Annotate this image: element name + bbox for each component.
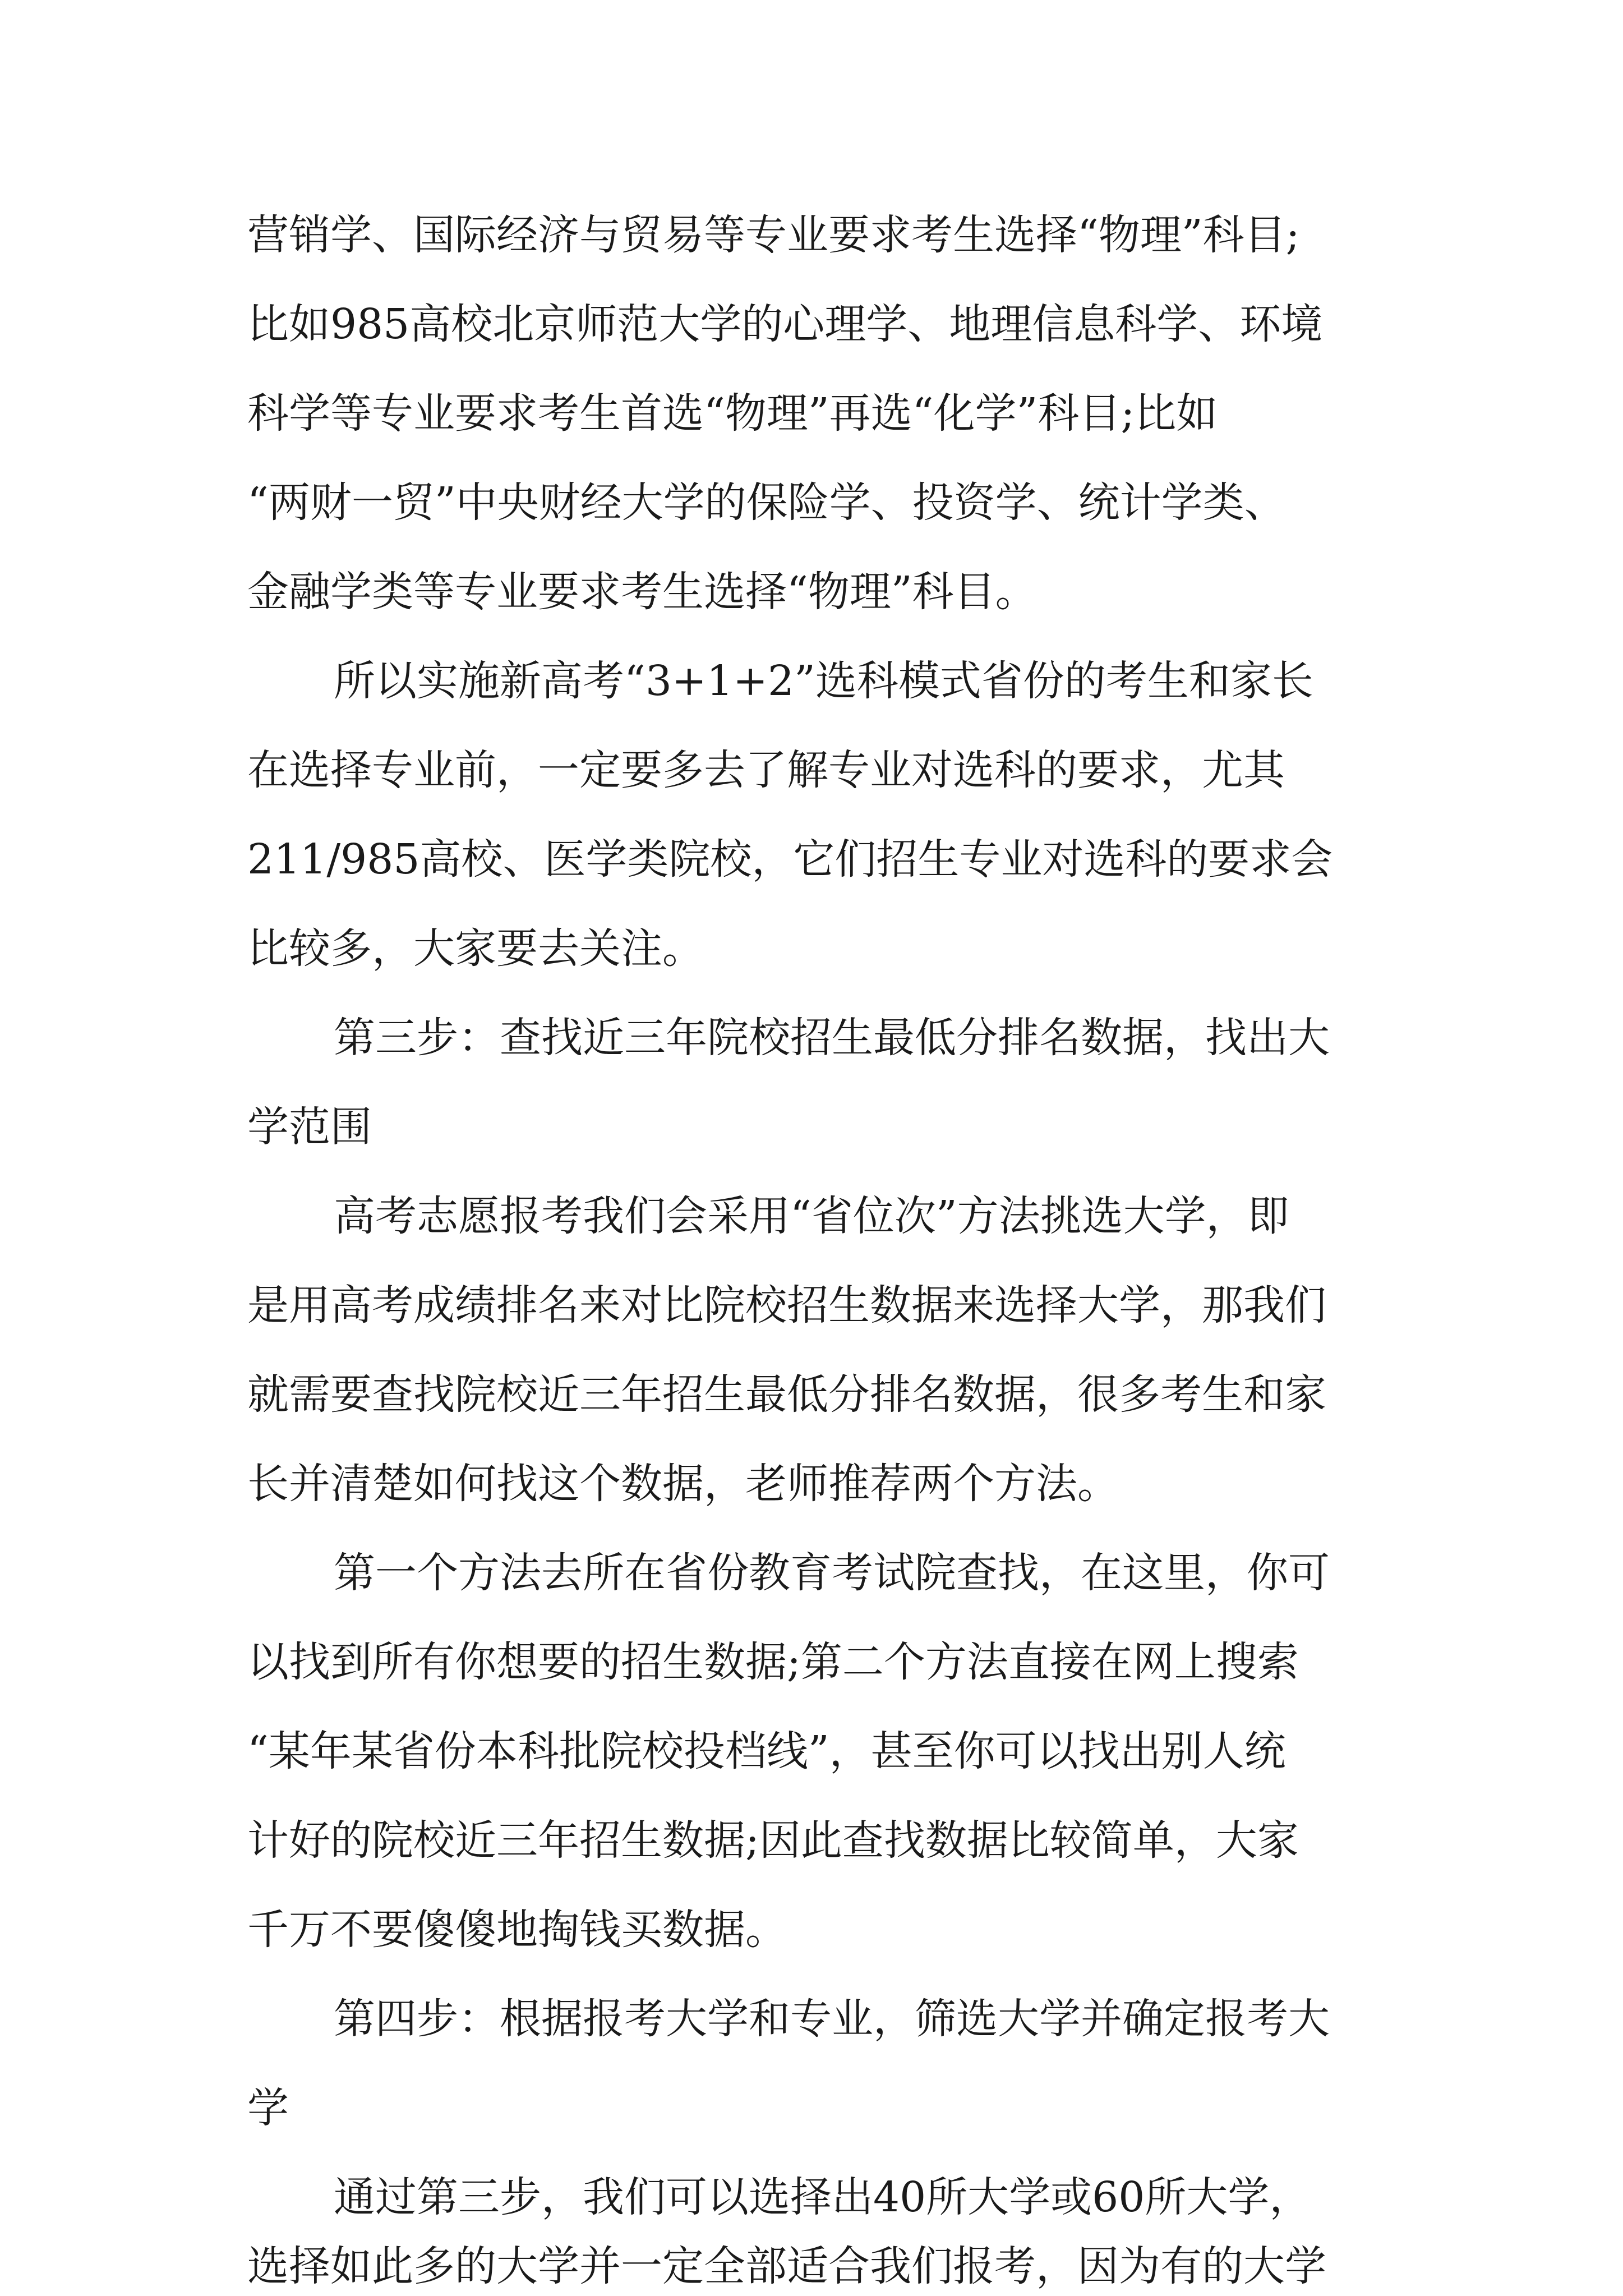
text-line: 第三步：查找近三年院校招生最低分排名数据，找出大 bbox=[334, 1014, 1330, 1062]
text-line: 在选择专业前，一定要多去了解专业对选科的要求，尤其 bbox=[247, 746, 1285, 794]
text-line: 是用高考成绩排名来对比院校招生数据来选择大学，那我们 bbox=[247, 1281, 1326, 1329]
text-line: 211/985高校、医学类院校，它们招生专业对选科的要求会 bbox=[247, 835, 1333, 884]
text-line: 学范围 bbox=[247, 1103, 372, 1151]
text-line: 长并清楚如何找这个数据，老师推荐两个方法。 bbox=[247, 1460, 1119, 1508]
text-line: 比较多，大家要去关注。 bbox=[247, 924, 704, 973]
text-line: 以找到所有你想要的招生数据;第二个方法直接在网上搜索 bbox=[247, 1638, 1299, 1686]
text-line: 金融学类等专业要求考生选择“物理”科目。 bbox=[247, 568, 1037, 616]
text-line: 科学等专业要求考生首选“物理”再选“化学”科目;比如 bbox=[247, 389, 1218, 438]
text-line: 计好的院校近三年招生数据;因此查找数据比较简单，大家 bbox=[247, 1816, 1299, 1865]
text-line: 高考志愿报考我们会采用“省位次”方法挑选大学，即 bbox=[334, 1192, 1289, 1240]
text-line: 所以实施新高考“3+1+2”选科模式省份的考生和家长 bbox=[334, 657, 1313, 705]
text-line: 就需要查找院校近三年招生最低分排名数据，很多考生和家 bbox=[247, 1370, 1326, 1419]
text-line: 学 bbox=[247, 2084, 289, 2132]
text-line: “某年某省份本科批院校投档线”，甚至你可以找出别人统 bbox=[247, 1727, 1286, 1775]
text-line: 选择如此多的大学并一定全部适合我们报考，因为有的大学 bbox=[247, 2242, 1326, 2290]
text-line: 营销学、国际经济与贸易等专业要求考生选择“物理”科目; bbox=[247, 211, 1300, 259]
text-line: 千万不要傻傻地掏钱买数据。 bbox=[247, 1906, 787, 1954]
text-line: 通过第三步，我们可以选择出40所大学或60所大学， bbox=[334, 2173, 1311, 2221]
text-line: 比如985高校北京师范大学的心理学、地理信息科学、环境 bbox=[247, 300, 1323, 348]
text-line: 第一个方法去所在省份教育考试院查找，在这里，你可 bbox=[334, 1549, 1330, 1597]
text-line: “两财一贸”中央财经大学的保险学、投资学、统计学类、 bbox=[247, 478, 1286, 527]
text-line: 第四步：根据报考大学和专业，筛选大学并确定报考大 bbox=[334, 1995, 1330, 2043]
